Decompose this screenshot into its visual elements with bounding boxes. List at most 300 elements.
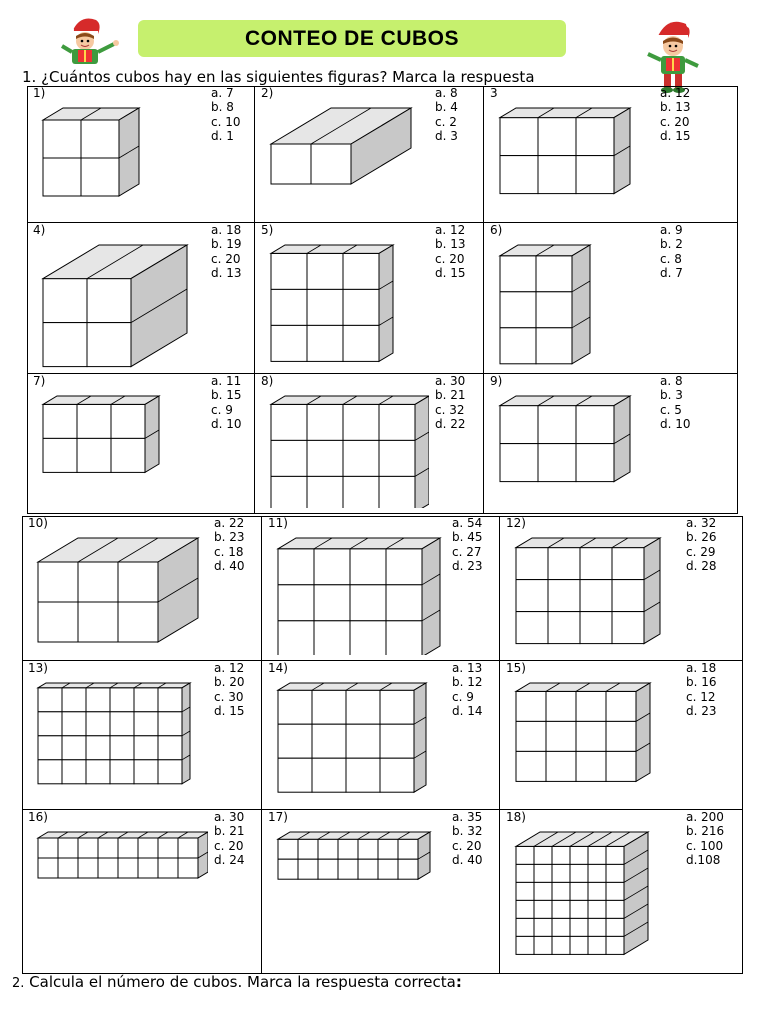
answer-option[interactable]: b. 15 [211,388,242,403]
cube-face [380,758,414,792]
cube-face [81,120,119,158]
cube-face [307,325,343,361]
cube-face [338,859,358,879]
cube-face [576,444,614,482]
cube-face [612,580,644,612]
cube-face [576,721,606,751]
cube-face [43,438,77,472]
figure-number: 6) [490,223,503,237]
cube-face [536,328,572,364]
cube-face [271,289,307,325]
cube-side-face [644,538,660,644]
cube-face [576,118,614,156]
figure-number: 14) [268,661,288,675]
cube-face [312,724,346,758]
cube-face [43,323,87,367]
answer-option[interactable]: c. 20 [452,838,482,853]
cube-face [78,838,98,858]
figure-number: 10) [28,516,48,530]
answer-option[interactable]: a. 8 [435,86,458,100]
cube-face [78,562,118,602]
cube-figure-1 [35,102,205,221]
page-title: CONTEO DE CUBOS [244,26,459,50]
cube-face [278,724,312,758]
cube-face [271,404,307,440]
cube-face [534,900,552,918]
cube-face [312,758,346,792]
cube-face [86,736,110,760]
cube-face [548,580,580,612]
cube-face [570,918,588,936]
cube-face [500,256,536,292]
answer-option[interactable]: a. 12 [435,223,466,237]
cube-face [538,406,576,444]
cube-face [271,440,307,476]
cube-face [278,758,312,792]
answer-option[interactable]: c. 9 [211,402,233,417]
cube-figure-17 [270,826,446,972]
cube-face [178,858,198,878]
answer-option[interactable]: d. 24 [214,853,245,868]
cube-face [158,712,182,736]
question-2-number: 2. [12,976,25,991]
cube-face [98,858,118,878]
answer-option[interactable]: d. 14 [452,704,483,719]
answer-option[interactable]: d. 23 [686,704,717,719]
cube-face [534,882,552,900]
answer-options [452,516,483,574]
answer-option[interactable]: d. 13 [211,266,242,281]
answer-option[interactable]: b. 23 [214,530,245,545]
cube-face [606,691,636,721]
cube-side-face [422,538,440,655]
answer-option[interactable]: d. 7 [660,266,683,281]
exercise-cell-10 [22,516,262,661]
cube-face [43,404,77,438]
cube-face [134,736,158,760]
cube-face [312,690,346,724]
cube-figure-13 [30,677,208,808]
cube-face [271,253,307,289]
cube-face [380,724,414,758]
answer-option[interactable]: d. 15 [435,266,466,281]
figure-number: 3 [490,86,498,100]
answer-options [452,810,483,868]
cube-face [78,602,118,642]
cube-figure-12 [508,532,680,659]
answer-option[interactable]: c. 27 [452,544,482,559]
cube-face [38,712,62,736]
exercise-cell-9 [484,374,738,514]
answer-option[interactable]: b. 8 [211,100,234,115]
cube-face [271,144,311,184]
exercise-cell-4 [27,223,255,374]
cube-face [516,936,534,954]
answer-option[interactable]: b. 12 [452,675,483,690]
answer-options [452,661,483,719]
exercise-cell-5 [255,223,484,374]
cube-face [110,712,134,736]
cube-face [38,736,62,760]
cube-figure-14 [270,677,446,808]
cube-face [343,253,379,289]
answer-option[interactable]: b. 21 [214,824,245,839]
cube-face [62,688,86,712]
cube-face [500,328,536,364]
cube-figure-6 [492,239,654,372]
cube-face [43,158,81,196]
cube-face [546,691,576,721]
cube-face [338,839,358,859]
cube-face [570,846,588,864]
answer-option[interactable]: a. 200 [686,810,724,824]
cube-face [379,404,415,440]
answer-option[interactable]: b. 4 [435,100,458,115]
cube-face [118,858,138,878]
answer-option[interactable]: a. 54 [452,516,483,530]
answer-option[interactable]: b. 19 [211,237,242,252]
answer-option[interactable]: a. 12 [660,86,691,100]
cube-face [38,602,78,642]
answer-option[interactable]: c. 20 [660,114,690,129]
answer-options [435,223,466,281]
cube-face [570,864,588,882]
answer-option[interactable]: b. 20 [214,675,245,690]
answer-options [211,86,241,144]
cube-face [606,721,636,751]
cube-face [552,882,570,900]
answer-option[interactable]: c. 8 [660,251,682,266]
cube-face [314,585,350,621]
answer-option[interactable]: b. 21 [435,388,466,403]
cube-side-face [414,683,426,792]
answer-option[interactable]: b. 26 [686,530,717,545]
answer-option[interactable]: a. 8 [660,374,683,388]
answer-option[interactable]: a. 12 [214,661,245,675]
answer-option[interactable]: b. 3 [660,388,683,403]
exercise-cell-3 [484,86,738,223]
answer-option[interactable]: d. 40 [452,853,483,868]
answer-options [435,86,458,144]
cube-face [570,936,588,954]
cube-face [111,438,145,472]
question-2-instruction [12,973,462,991]
exercise-cell-11 [262,516,500,661]
cube-face [606,846,624,864]
figure-number: 7) [33,374,46,388]
cube-face [158,838,178,858]
answer-option[interactable]: d. 10 [211,417,242,432]
cube-face [516,882,534,900]
answer-options [660,374,691,432]
cube-face [534,918,552,936]
cube-face [110,760,134,784]
cube-face [516,548,548,580]
cube-face [43,120,81,158]
cube-face [516,864,534,882]
cube-face [350,621,386,655]
cube-face [548,612,580,644]
cube-face [500,292,536,328]
cube-face [534,936,552,954]
cube-face [380,690,414,724]
exercise-cell-6 [484,223,738,374]
exercise-cell-7 [27,374,255,514]
cube-face [307,404,343,440]
answer-option[interactable]: d. 40 [214,559,245,574]
cube-face [314,549,350,585]
cube-face [298,839,318,859]
answer-option[interactable]: a. 7 [211,86,234,100]
cube-side-face [572,245,590,364]
answer-option[interactable]: a. 13 [452,661,483,675]
answer-options [660,223,683,281]
cube-face [588,900,606,918]
answer-option[interactable]: c. 32 [435,402,465,417]
cube-side-face [379,245,393,361]
cube-figure-10 [30,532,208,659]
answer-option[interactable]: c. 20 [211,251,241,266]
answer-option[interactable]: a. 9 [660,223,683,237]
cube-face [110,688,134,712]
answer-option[interactable]: b. 13 [435,237,466,252]
cube-face [62,712,86,736]
cube-figure-9 [492,390,654,512]
answer-option[interactable]: d. 15 [214,704,245,719]
cube-face [158,760,182,784]
answer-options [686,516,717,574]
answer-option[interactable]: c. 9 [452,689,474,704]
cube-face [606,751,636,781]
cube-face [546,751,576,781]
cube-face [606,900,624,918]
cube-face [606,882,624,900]
answer-option[interactable]: c. 20 [214,838,244,853]
cube-face [516,721,546,751]
cube-face [612,548,644,580]
cube-face [606,864,624,882]
cube-face [350,549,386,585]
cube-face [134,712,158,736]
cube-face [570,900,588,918]
answer-options [211,223,242,281]
answer-option[interactable]: b. 2 [660,237,683,252]
answer-option[interactable]: c. 12 [686,689,716,704]
cube-face [110,736,134,760]
answer-option[interactable]: d. 3 [435,129,458,144]
answer-option[interactable]: a. 30 [214,810,245,824]
cube-face [158,736,182,760]
answer-option[interactable]: b. 32 [452,824,483,839]
cube-top-face [43,396,159,404]
exercise-cell-13 [22,661,262,810]
cube-face [178,838,198,858]
answer-option[interactable]: d. 23 [452,559,483,574]
cube-face [134,760,158,784]
cube-face [77,404,111,438]
cube-face [398,839,418,859]
answer-options [211,374,242,432]
cube-face [278,549,314,585]
cube-face [588,846,606,864]
cube-face [134,688,158,712]
exercise-cell-15 [500,661,743,810]
answer-option[interactable]: d. 15 [660,129,691,144]
figure-number: 12) [506,516,526,530]
cube-face [87,323,131,367]
answer-option[interactable]: c. 18 [214,544,244,559]
cube-face [534,846,552,864]
answer-option[interactable]: c. 30 [214,689,244,704]
answer-option[interactable]: d. 28 [686,559,717,574]
cube-face [62,736,86,760]
cube-face [278,621,314,655]
answer-option[interactable]: b. 13 [660,100,691,115]
cube-top-face [278,832,430,839]
cube-face [86,712,110,736]
cube-face [588,864,606,882]
cube-face [386,585,422,621]
question-1-instruction: 1. ¿Cuántos cubos hay en las siguientes figuras? Marca la respuesta [22,68,535,86]
answer-options [214,516,245,574]
cube-face [500,444,538,482]
cube-face [98,838,118,858]
cube-face [552,900,570,918]
answer-option[interactable]: c. 20 [435,251,465,266]
cube-face [386,549,422,585]
exercise-cell-1 [27,86,255,223]
title-banner [138,20,566,57]
cube-face [576,691,606,721]
cube-face [358,839,378,859]
cube-face [358,859,378,879]
cube-side-face [415,396,429,508]
answer-options [686,810,724,868]
cube-face [38,838,58,858]
cube-face [78,858,98,878]
cube-face [278,690,312,724]
cube-face [378,859,398,879]
cube-face [77,438,111,472]
cube-figure-7 [35,390,205,512]
answer-option[interactable]: a. 18 [211,223,242,237]
figure-number: 2) [261,86,274,100]
exercise-cell-16 [22,810,262,974]
cube-face [307,253,343,289]
question-2-text: Calcula el número de cubos. Marca la respuesta correcta [24,973,456,991]
cube-face [86,688,110,712]
cube-face [318,839,338,859]
exercise-cell-8 [255,374,484,514]
answer-option[interactable]: c. 100 [686,838,724,853]
answer-option[interactable]: c. 2 [435,114,457,129]
cube-face [307,289,343,325]
cube-face [343,404,379,440]
answer-options [686,661,717,719]
answer-option[interactable]: d. 10 [660,417,691,432]
answer-option[interactable]: d. 1 [211,129,234,144]
cube-face [346,758,380,792]
exercise-cell-12 [500,516,743,661]
answer-option[interactable]: b. 45 [452,530,483,545]
cube-face [552,864,570,882]
cube-face [81,158,119,196]
cube-side-face [636,683,650,781]
cube-face [588,936,606,954]
answer-option[interactable]: c. 29 [686,544,716,559]
cube-face [343,325,379,361]
cube-face [576,406,614,444]
cube-figure-15 [508,677,680,808]
cube-face [536,256,572,292]
answer-option[interactable]: a. 18 [686,661,717,675]
cube-face [516,751,546,781]
cube-face [307,440,343,476]
cube-face [580,580,612,612]
cube-face [570,882,588,900]
answer-option[interactable]: a. 32 [686,516,717,530]
answer-option[interactable]: b. 216 [686,824,725,839]
cube-face [138,858,158,878]
cube-face [38,858,58,878]
cube-face [538,444,576,482]
answer-option[interactable]: d.108 [686,853,721,868]
cube-face [516,846,534,864]
cube-face [346,690,380,724]
answer-option[interactable]: a. 35 [452,810,483,824]
cube-face [386,621,422,655]
answer-option[interactable]: a. 30 [435,374,466,388]
cube-face [552,846,570,864]
cube-face [350,585,386,621]
answer-option[interactable]: c. 5 [660,402,682,417]
cube-face [516,580,548,612]
cube-face [158,688,182,712]
cube-face [278,859,298,879]
cube-face [516,900,534,918]
answer-option[interactable]: c. 10 [211,114,241,129]
cube-face [548,548,580,580]
cube-face [343,440,379,476]
answer-option[interactable]: a. 11 [211,374,242,388]
question-2-colon: : [455,973,462,991]
answer-option[interactable]: b. 16 [686,675,717,690]
figure-number: 15) [506,661,526,675]
cube-face [552,918,570,936]
cube-face [378,839,398,859]
figure-number: 5) [261,223,274,237]
cube-face [278,839,298,859]
answer-option[interactable]: a. 22 [214,516,245,530]
cube-face [516,691,546,721]
cube-face [118,562,158,602]
answer-option[interactable]: d. 22 [435,417,466,432]
cube-face [314,621,350,655]
cube-face [606,918,624,936]
cube-figure-2 [263,102,429,221]
cube-face [500,156,538,194]
cube-face [38,688,62,712]
cube-face [318,859,338,879]
cube-face [576,156,614,194]
figure-number: 11) [268,516,288,530]
cube-face [38,562,78,602]
cube-face [538,156,576,194]
cube-top-face [271,245,393,253]
cube-face [379,440,415,476]
cube-face [606,936,624,954]
cube-face [111,404,145,438]
